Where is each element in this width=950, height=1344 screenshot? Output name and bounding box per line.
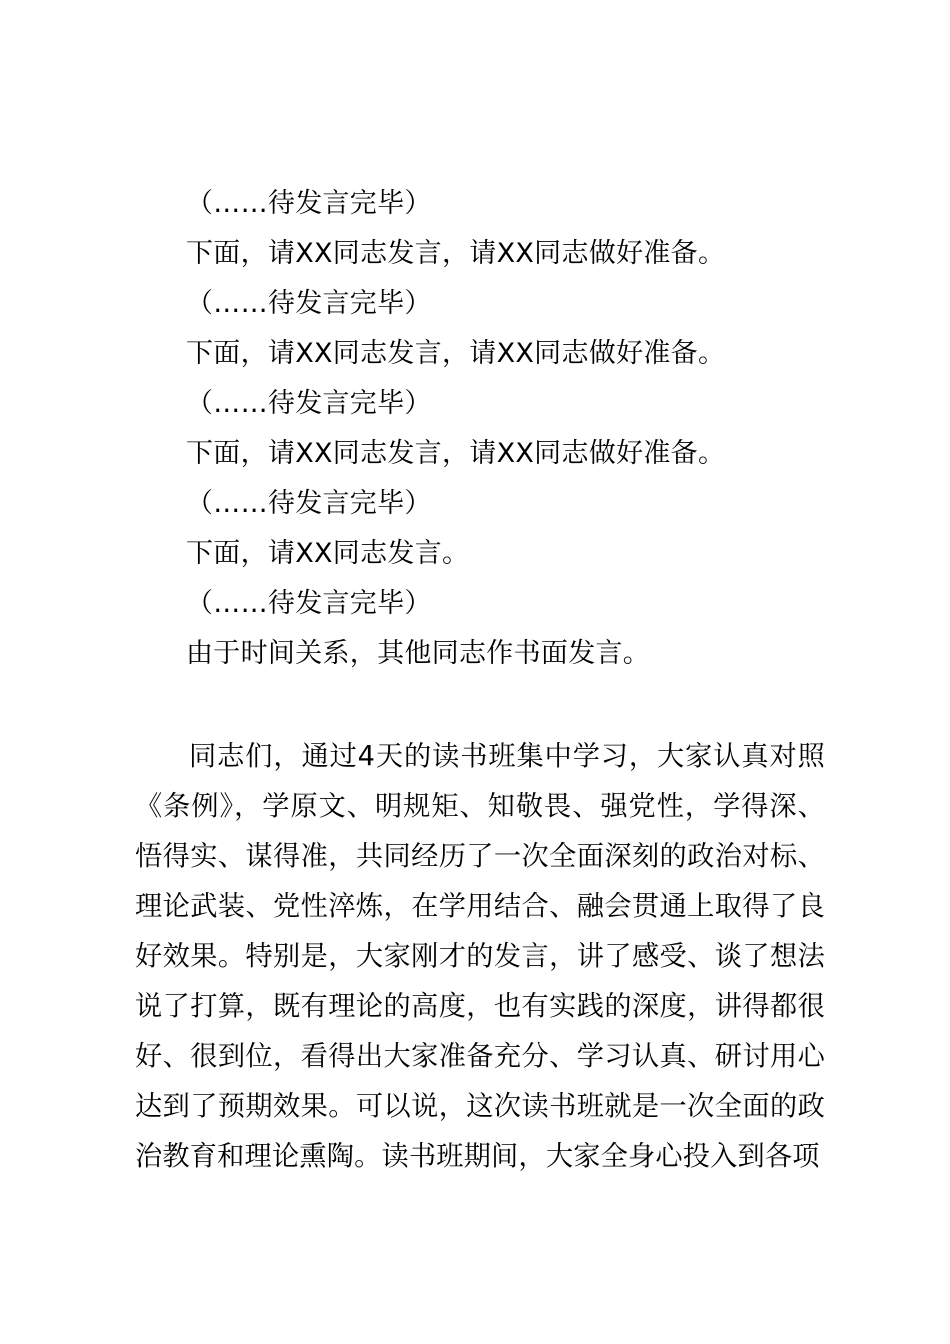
speaker-announcement-line: 下面，请XX同志发言，请XX同志做好准备。 — [186, 238, 726, 269]
speech-pause-line: （……待发言完毕） — [186, 488, 432, 519]
speech-pause-line: （……待发言完毕） — [186, 188, 432, 219]
summary-paragraph: 同志们，通过4天的读书班集中学习，大家认真对照《条例》，学原文、明规矩、知敬畏、强党性，学得深、悟得实、谋得准，共同经历了一次全面深刻的政治对标、理论武装、党性淬炼，在学用结合、融会贯通上取得了良好效果。特别是，大家刚才的发言，讲了感受、谈了想法说了打算，既有理论的高度，也有实践的深度，讲得都很好、很到位，看得出大家准备充分、学习认真、研讨用心达到了预期效果。可以说，这次读书班就是一次全面的政治教育和理论熏陶。读书班期间，大家全身心投入到各项 — [135, 741, 825, 1172]
speaker-announcement-line: 下面，请XX同志发言，请XX同志做好准备。 — [186, 438, 726, 469]
speaker-announcement-line: 下面，请XX同志发言，请XX同志做好准备。 — [186, 338, 726, 369]
speaker-announcement-line: 下面，请XX同志发言。 — [186, 538, 470, 569]
closing-remark-line: 由于时间关系，其他同志作书面发言。 — [186, 638, 651, 669]
speech-pause-line: （……待发言完毕） — [186, 388, 432, 419]
speech-pause-line: （……待发言完毕） — [186, 588, 432, 619]
speech-pause-line: （……待发言完毕） — [186, 288, 432, 319]
